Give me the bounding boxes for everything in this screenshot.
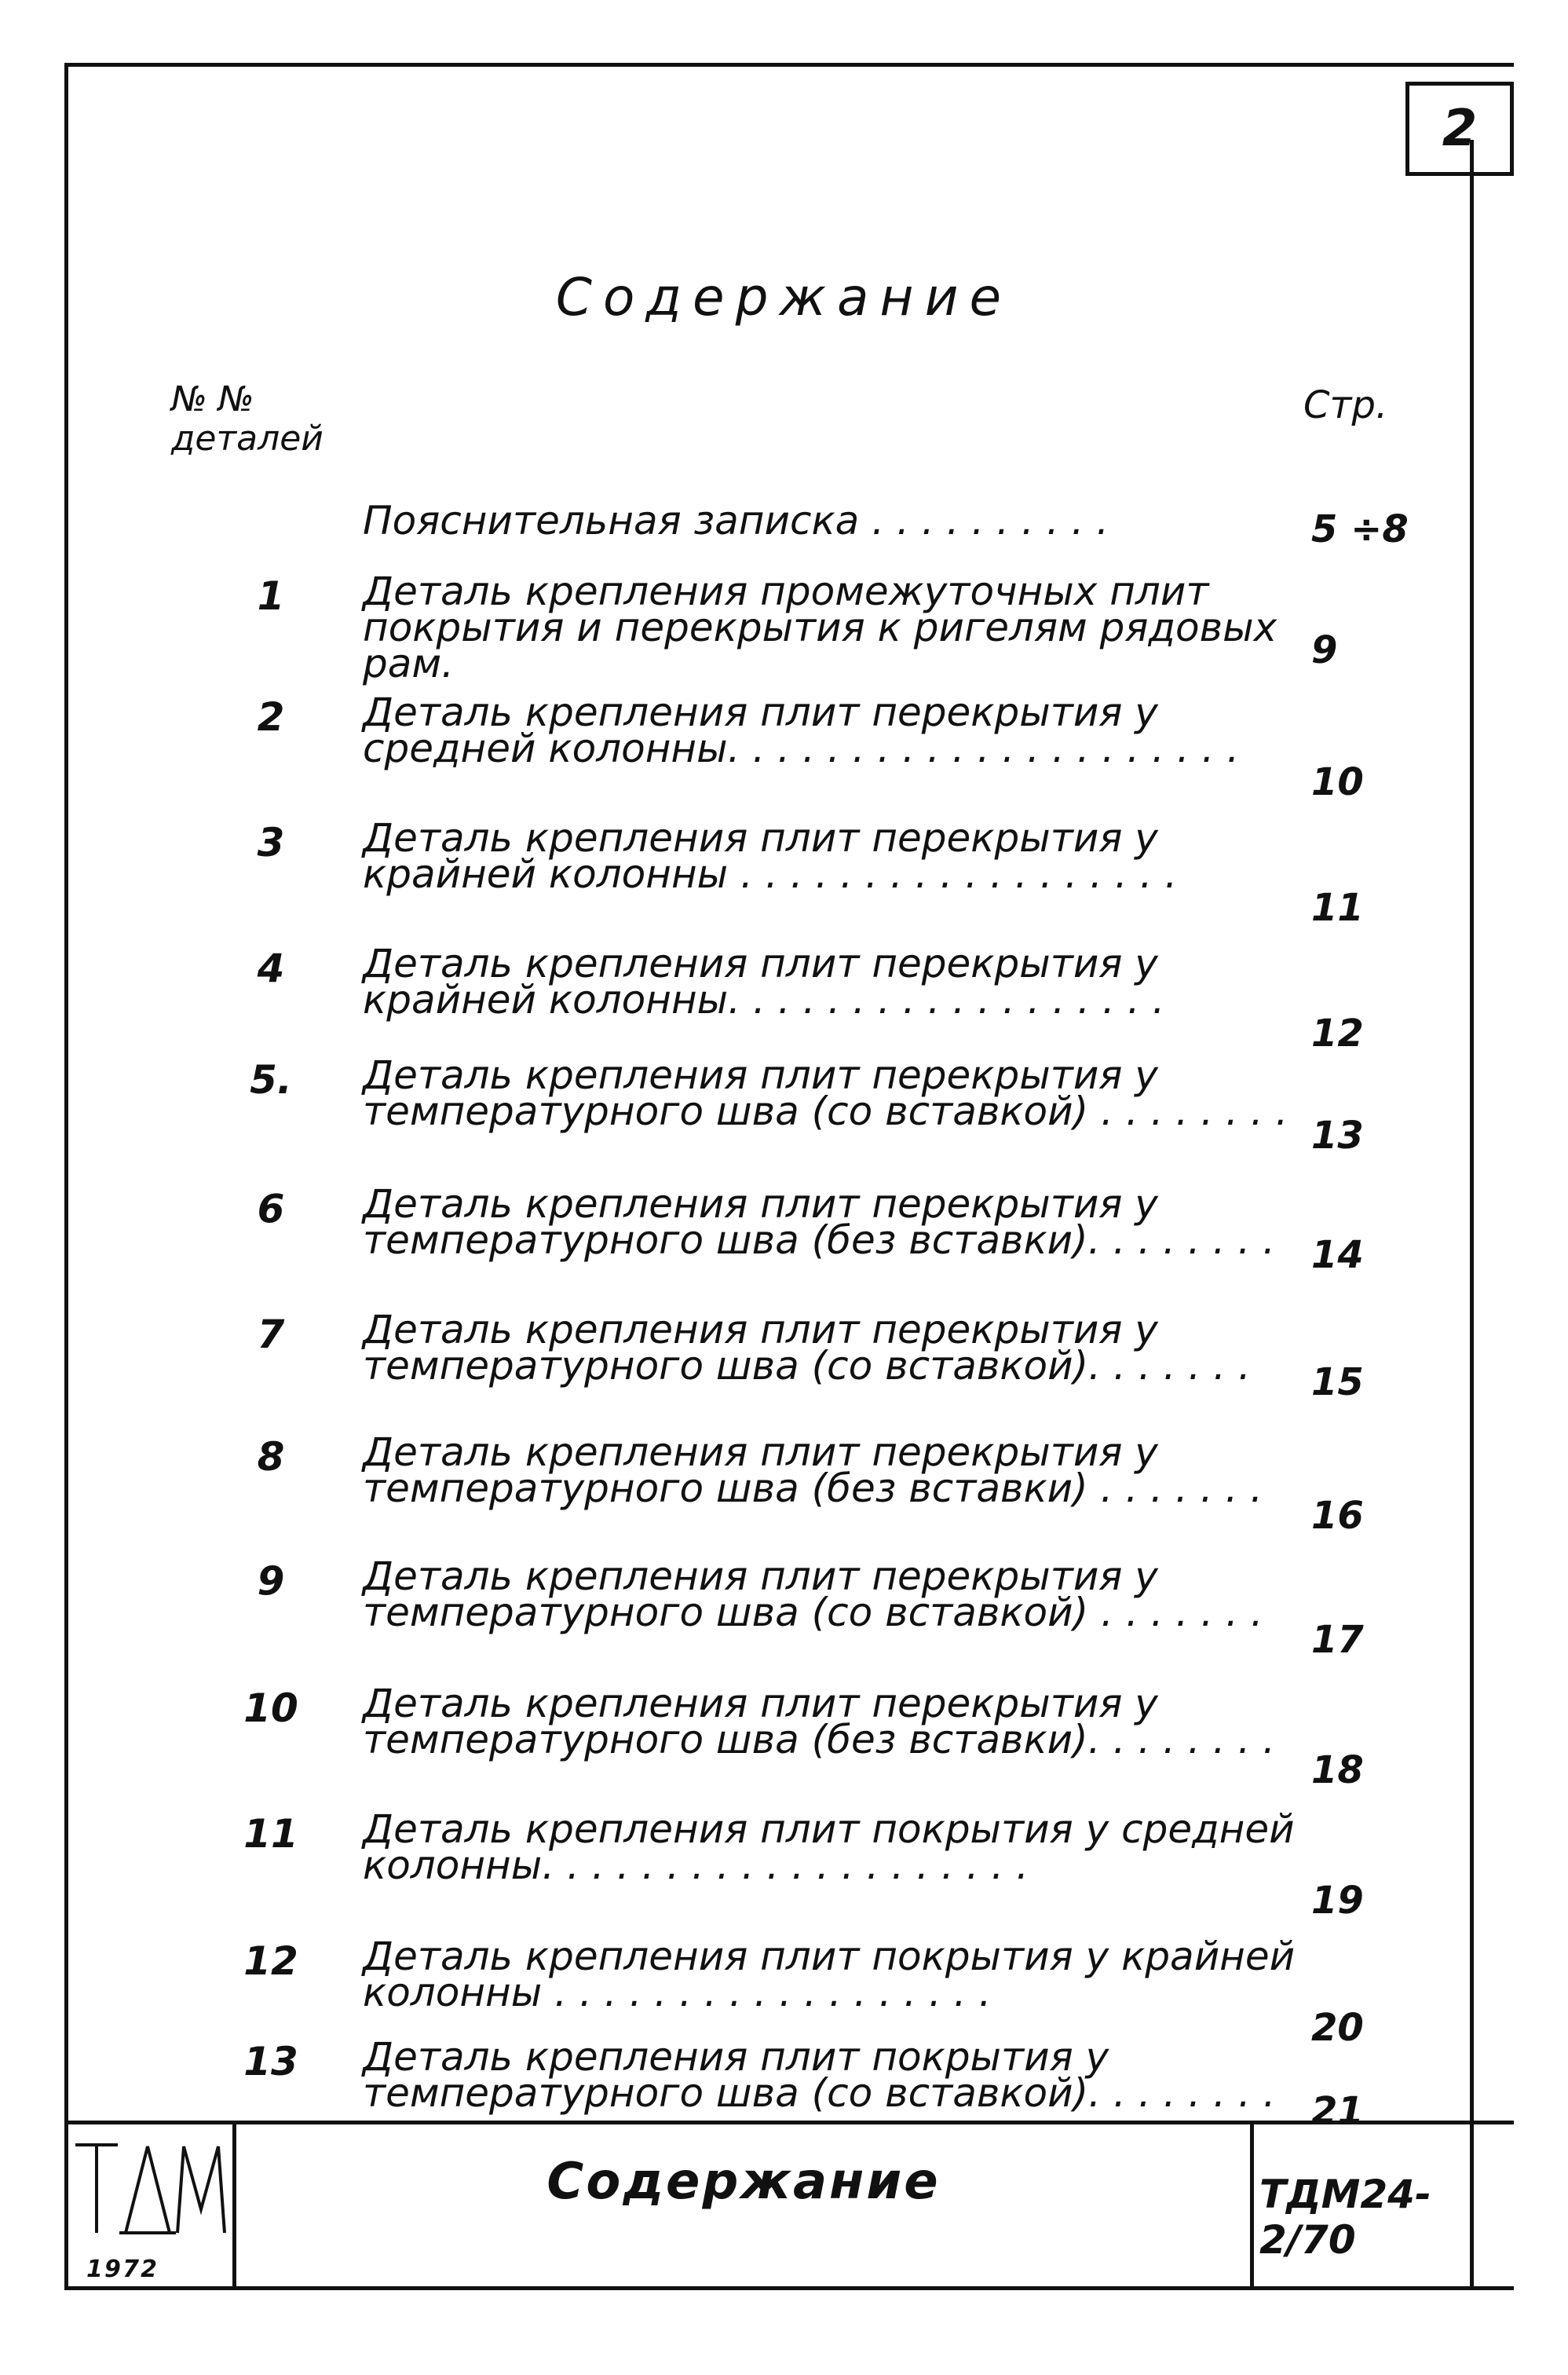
toc-entry-text: Деталь крепления плит покрытия у температурного шва (со вставкой). . . . . . . . [363,2034,1276,2116]
toc-entry-text: Деталь крепления плит перекрытия у температурного шва (без вставки). . . . . . . . [363,1681,1276,1762]
document-code: ТДМ24-2/70 [1259,2172,1431,2263]
toc-entry-number: 2 [257,694,285,740]
toc-entry-page: 5 ÷8 [1311,507,1409,551]
toc-entry-page: 9 [1311,628,1338,672]
toc-entry-text: Деталь крепления плит перекрытия у температурного шва (со вставкой) . . . . . . . . [363,1052,1288,1134]
logo-year: 1972 [86,2256,157,2283]
toc-entry-text: Деталь крепления плит перекрытия у крайней колонны . . . . . . . . . . . . . . . . . . [363,815,1178,897]
toc-entry-number: 7 [257,1312,285,1357]
toc-entry-page: 21 [1311,2089,1364,2133]
toc-entry-page: 19 [1311,1879,1364,1923]
toc-entry-page: 18 [1311,1748,1364,1792]
page-number: 2 [1442,100,1478,158]
toc-entry-text: Деталь крепления плит перекрытия у крайней колонны. . . . . . . . . . . . . . . . . . [363,941,1165,1023]
toc-entry-page: 16 [1311,1494,1364,1538]
toc-entry-page: 20 [1311,2006,1364,2050]
page-number-box [1405,82,1514,176]
tdm-logo [71,2139,228,2288]
toc-entry-page: 13 [1311,1114,1364,1158]
toc-entry-number: 9 [257,1558,285,1604]
toc-entry-page: 11 [1311,886,1364,930]
toc-entry-number: 11 [243,1811,298,1857]
toc-entry-number: 10 [243,1685,298,1731]
toc-entry-number: 4 [257,946,285,991]
title-block [64,2121,1514,2290]
toc-entry-number: 3 [257,820,285,865]
toc-entry-number: 6 [257,1186,285,1231]
toc-entry-number: 1 [257,573,285,619]
toc-entry-number: 13 [243,2039,298,2084]
toc-entry-text: Пояснительная записка . . . . . . . . . . [363,498,1109,543]
toc-entry-number: 8 [257,1434,285,1480]
toc-entry-text: Деталь крепления плит покрытия у крайней колонны . . . . . . . . . . . . . . . . . . [363,1934,1296,2015]
toc-entry-text: Деталь крепления плит покрытия у средней колонны. . . . . . . . . . . . . . . . . . . . [363,1806,1295,1888]
page-frame-right-border [1470,140,1474,2290]
toc-entry-page: 14 [1311,1233,1364,1277]
toc-entry-page: 17 [1311,1618,1364,1662]
toc-entry-page: 15 [1311,1360,1364,1404]
toc-entry-text: Деталь крепления плит перекрытия у температурного шва (без вставки). . . . . . . . [363,1181,1276,1263]
toc-entry-text: Деталь крепления плит перекрытия у температурного шва (со вставкой) . . . . . . . [363,1553,1263,1635]
toc-entry-text: Деталь крепления промежуточных плит покрытия и перекрытия к ригелям рядовых рам. [363,569,1277,686]
title-block-divider [232,2124,236,2290]
toc-entry-text: Деталь крепления плит перекрытия у температурного шва (без вставки) . . . . . . . [363,1429,1263,1511]
toc-entry-text: Деталь крепления плит перекрытия у средней колонны. . . . . . . . . . . . . . . . . . . . . [363,690,1240,771]
toc-entry-text: Деталь крепления плит перекрытия у температурного шва (со вставкой). . . . . . . [363,1307,1251,1389]
toc-entry-number: 12 [243,1938,298,1984]
number-column-header: № № деталей [171,379,323,459]
toc-entry-number: 5. [250,1057,292,1103]
page-title: Содержание [555,267,1013,328]
title-block-title: Содержание [546,2153,941,2211]
page-column-header: Стр. [1303,383,1388,427]
toc-entry-page: 10 [1311,760,1364,804]
toc-entry-page: 12 [1311,1012,1364,1056]
title-block-divider [1250,2124,1254,2290]
